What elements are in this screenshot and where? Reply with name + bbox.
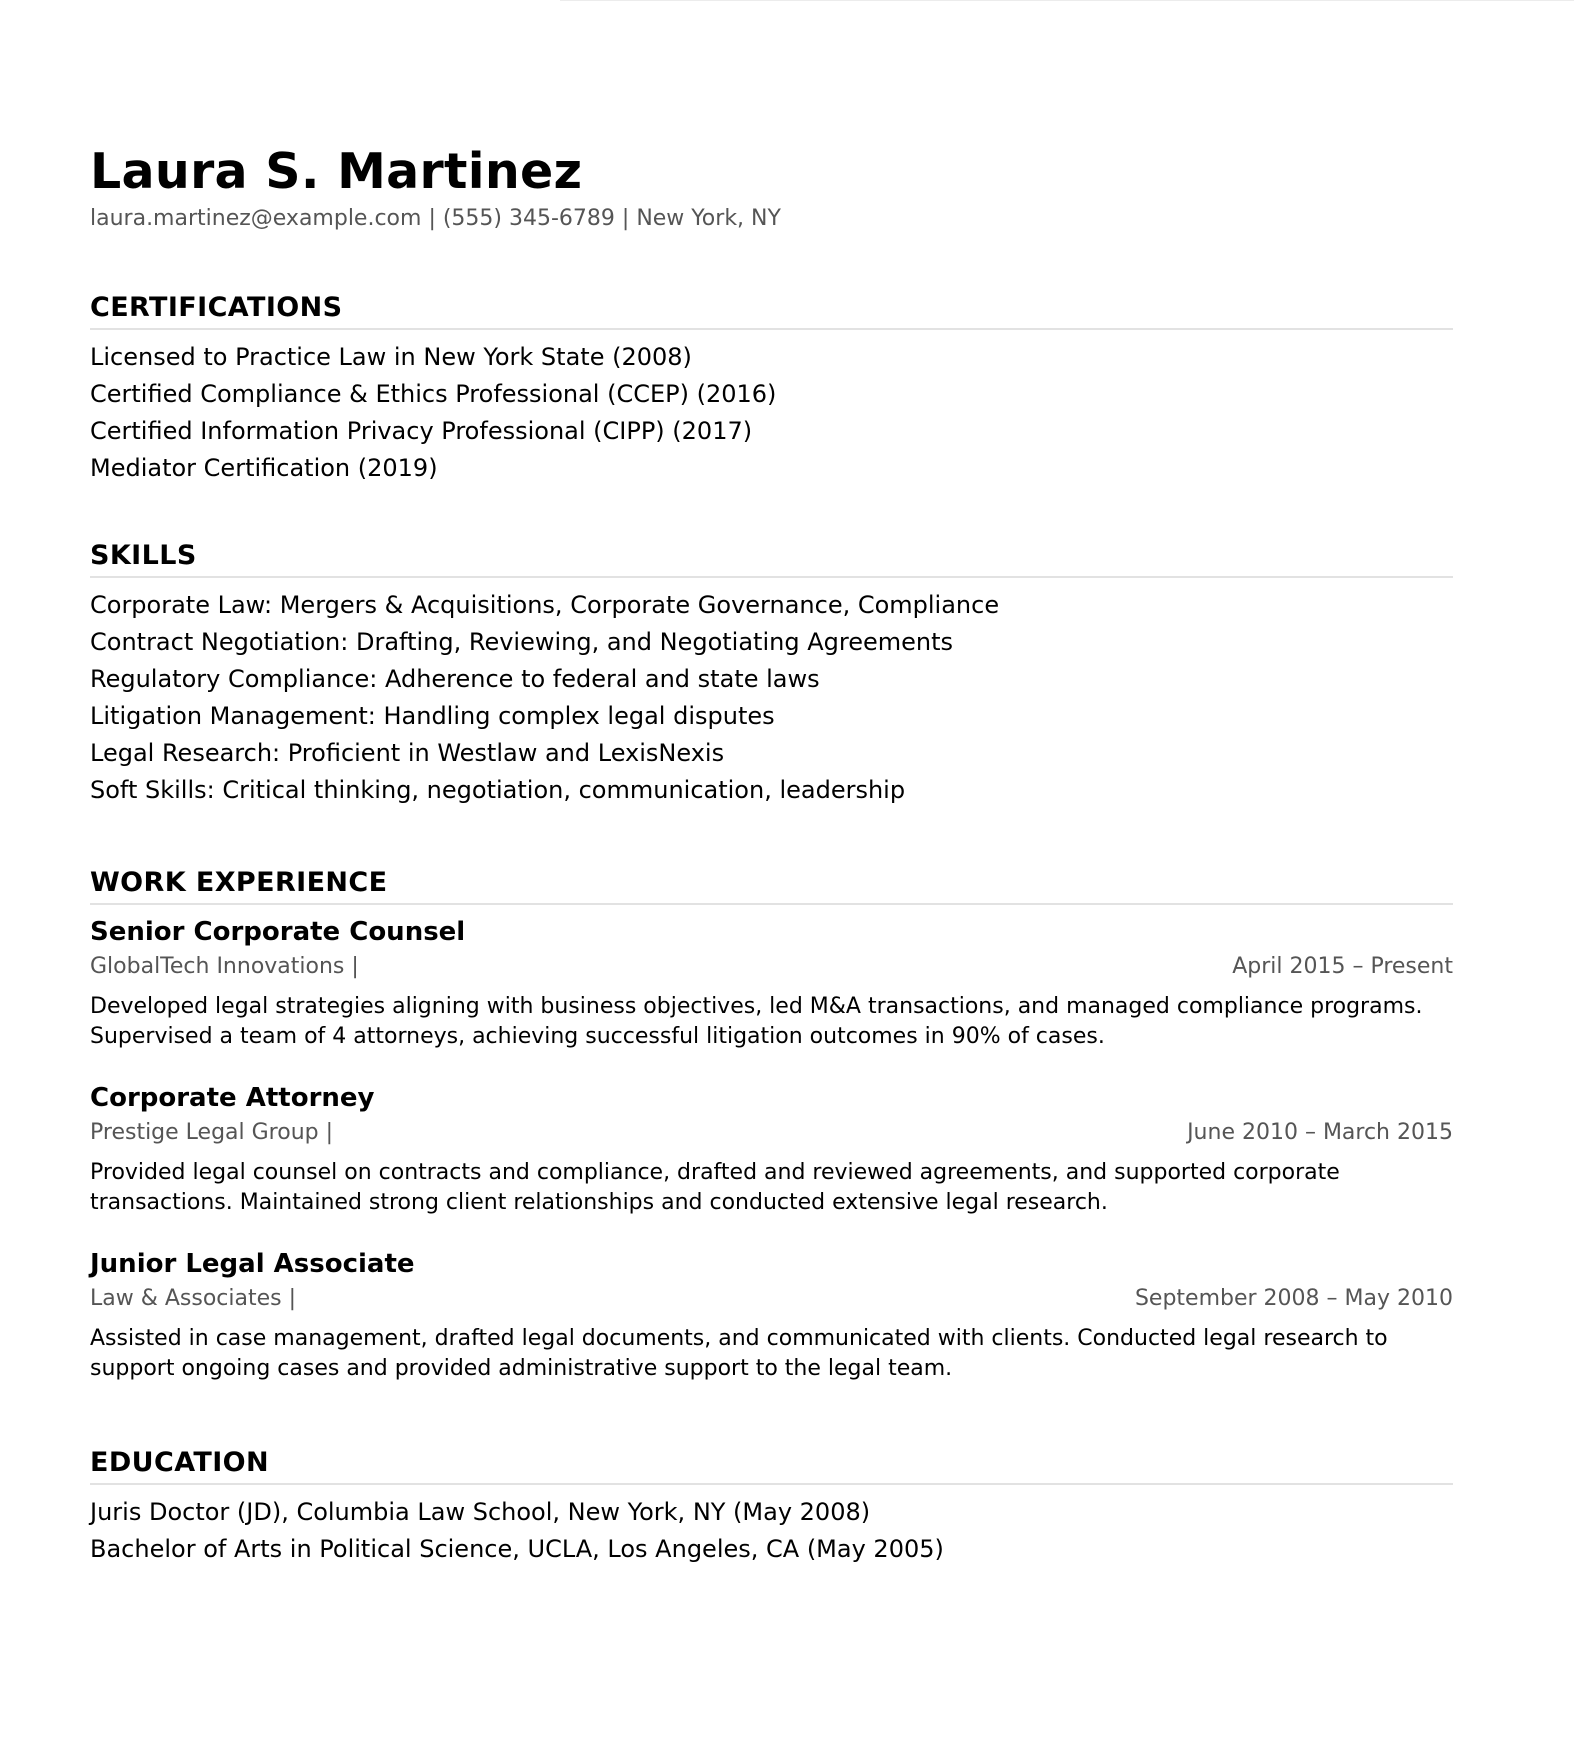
- certification-item: Certified Information Privacy Professional (CIPP) (2017): [90, 417, 753, 445]
- job-company: GlobalTech Innovations |: [90, 954, 359, 979]
- skill-item: Regulatory Compliance: Adherence to federal and state laws: [90, 665, 820, 693]
- skill-item: Corporate Law: Mergers & Acquisitions, Corporate Governance, Compliance: [90, 591, 1000, 619]
- education-item: Juris Doctor (JD), Columbia Law School, New York, NY (May 2008): [90, 1498, 871, 1526]
- job-description: Developed legal strategies aligning with business objectives, led M&A transactions, and managed compliance programs. Supervised a team of 4 attorneys, achieving successful litigation outcomes in 90% of cases.: [90, 994, 1423, 1049]
- candidate-name: Laura S. Martinez: [90, 143, 583, 200]
- job-dates: September 2008 – May 2010: [1134, 1286, 1453, 1311]
- job-dates: April 2015 – Present: [1232, 954, 1453, 979]
- education-item: Bachelor of Arts in Political Science, UCLA, Los Angeles, CA (May 2005): [90, 1535, 944, 1563]
- skill-item: Soft Skills: Critical thinking, negotiation, communication, leadership: [90, 776, 906, 804]
- job-company: Law & Associates |: [90, 1286, 297, 1311]
- job-title: Junior Legal Associate: [90, 1249, 415, 1279]
- work-experience-section: [90, 866, 1453, 1384]
- section-title-certifications: CERTIFICATIONS: [90, 291, 1453, 330]
- job-entry: [90, 914, 1453, 1052]
- job-meta: [90, 950, 1453, 984]
- skill-item: Legal Research: Proficient in Westlaw and LexisNexis: [90, 739, 725, 767]
- skill-item: Contract Negotiation: Drafting, Reviewing, and Negotiating Agreements: [90, 628, 953, 656]
- job-meta: [90, 1282, 1453, 1316]
- top-edge-line: [560, 0, 1574, 1]
- section-title-work-experience: WORK EXPERIENCE: [90, 866, 1453, 905]
- job-title: Senior Corporate Counsel: [90, 917, 466, 947]
- certification-item: Licensed to Practice Law in New York State (2008): [90, 343, 692, 371]
- job-description: Assisted in case management, drafted legal documents, and communicated with clients. Conducted legal research to support ongoing cases and provided administrative support to the legal team.: [90, 1326, 1388, 1381]
- education-section: [90, 1446, 1453, 1568]
- resume-header: [90, 138, 1453, 234]
- job-entry: [90, 1080, 1453, 1218]
- job-meta: [90, 1116, 1453, 1150]
- skill-item: Litigation Management: Handling complex legal disputes: [90, 702, 775, 730]
- job-dates: June 2010 – March 2015: [1187, 1120, 1453, 1145]
- certification-item: Certified Compliance & Ethics Professional (CCEP) (2016): [90, 380, 777, 408]
- job-description: Provided legal counsel on contracts and compliance, drafted and reviewed agreements, and supported corporate transactions. Maintained strong client relationships and conducted extensive legal research.: [90, 1160, 1340, 1215]
- contact-info: laura.martinez@example.com | (555) 345-6789 | New York, NY: [90, 206, 781, 231]
- skills-section: [90, 539, 1453, 809]
- job-company: Prestige Legal Group |: [90, 1120, 334, 1145]
- job-title: Corporate Attorney: [90, 1083, 375, 1113]
- certification-item: Mediator Certification (2019): [90, 454, 438, 482]
- section-title-skills: SKILLS: [90, 539, 1453, 578]
- job-entry: [90, 1246, 1453, 1384]
- resume-page: [90, 138, 1453, 1568]
- certifications-section: [90, 291, 1453, 487]
- section-title-education: EDUCATION: [90, 1446, 1453, 1485]
